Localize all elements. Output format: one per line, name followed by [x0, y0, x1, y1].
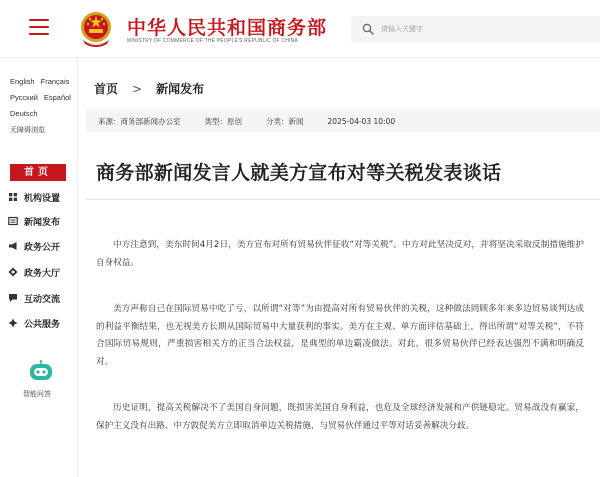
- lang-german[interactable]: Deutsch: [10, 109, 38, 118]
- nav-home[interactable]: 首页: [10, 164, 66, 181]
- sidebar-item-gov-affairs[interactable]: [8, 239, 60, 253]
- sidebar-item-label: 机构设置: [24, 193, 61, 204]
- lang-english[interactable]: English: [10, 77, 35, 86]
- search-icon[interactable]: [362, 23, 374, 35]
- lang-russian[interactable]: Русский: [10, 93, 38, 102]
- sidebar-item-label: 政务大厅: [24, 268, 61, 279]
- assistant-robot-icon[interactable]: [28, 360, 54, 382]
- top-header: [0, 0, 600, 58]
- article-paragraph: 中方注意到，美东时间4月2日，美方宣布对所有贸易伙伴征收“对等关税”。中方对此坚决反对，并将坚决采取反制措施维护自身权益。: [96, 240, 584, 268]
- sidebar-item-public-service[interactable]: [8, 316, 60, 330]
- meta-type: 类型：原创: [204, 116, 242, 126]
- language-row: [10, 109, 44, 118]
- breadcrumb-home[interactable]: 首页: [94, 82, 119, 96]
- article-title: 商务部新闻发言人就美方宣布对等关税发表谈话: [96, 162, 502, 184]
- site-subtitle: MINISTRY OF COMMERCE OF THE PEOPLE'S REPUBLIC OF CHINA: [127, 38, 298, 44]
- sidebar-item-label: 政务公开: [24, 242, 61, 253]
- lang-french[interactable]: Français: [40, 77, 70, 86]
- sidebar-item-label: 公共服务: [24, 319, 61, 330]
- sidebar-item-interaction[interactable]: [8, 291, 60, 305]
- meta-category: 分类：新闻: [266, 116, 304, 126]
- article-paragraph: 历史证明，提高关税解决不了美国自身问题，既损害美国自身利益，也危及全球经济发展和产供链稳定。贸易战没有赢家，保护主义没有出路。中方敦促美方立即取消单边关税措施，与贸易伙伴通过平等对话妥善解决分歧。: [96, 403, 584, 431]
- article-meta-bar: [86, 109, 600, 133]
- chat-icon: [8, 293, 18, 303]
- sidebar-item-label: 互动交流: [24, 294, 61, 305]
- meta-date: 2025-04-03 10:00: [327, 116, 396, 126]
- meta-source: 来源：商务部新闻办公室: [98, 116, 181, 126]
- sidebar-item-service-hall[interactable]: [8, 265, 60, 279]
- article-paragraph: 美方声称自己在国际贸易中吃了亏，以所谓“对等”为由提高对所有贸易伙伴的关税，这种做法罔顾多年来多边贸易谈判达成的利益平衡结果，也无视美方长期从国际贸易中大量获利的事实。美方在主观、单方面评估基础上，得出所谓“对等关税”，不符合国际贸易规则，严重损害相关方的正当合法权益，是典型的单边霸凌做法。对此，很多贸易伙伴已经表达强烈不满和明确反对。: [96, 304, 584, 367]
- megaphone-icon: [8, 241, 18, 251]
- site-title[interactable]: 中华人民共和国商务部: [127, 17, 328, 39]
- language-row: [10, 77, 75, 86]
- service-hall-icon: [8, 267, 18, 277]
- news-icon: [8, 216, 18, 226]
- building-icon: [8, 192, 18, 202]
- menu-icon[interactable]: [29, 19, 49, 35]
- breadcrumb-separator: >: [132, 81, 143, 96]
- title-divider: [86, 199, 600, 200]
- search-box[interactable]: [351, 16, 600, 42]
- national-emblem-icon[interactable]: [79, 10, 113, 48]
- assistant-label[interactable]: 智能问答: [23, 390, 51, 398]
- sidebar-item-news[interactable]: [8, 214, 60, 228]
- breadcrumb-current[interactable]: 新闻发布: [156, 82, 205, 96]
- search-input[interactable]: [381, 20, 581, 38]
- puzzle-icon: [8, 318, 18, 328]
- sidebar-item-label: 新闻发布: [24, 217, 61, 228]
- language-row: [10, 93, 77, 102]
- breadcrumb: [94, 80, 204, 97]
- lang-spanish[interactable]: Español: [43, 93, 71, 102]
- sidebar-item-organization[interactable]: [8, 190, 60, 204]
- left-sidebar: [0, 58, 78, 477]
- accessibility-link[interactable]: 无障碍浏览: [10, 127, 45, 134]
